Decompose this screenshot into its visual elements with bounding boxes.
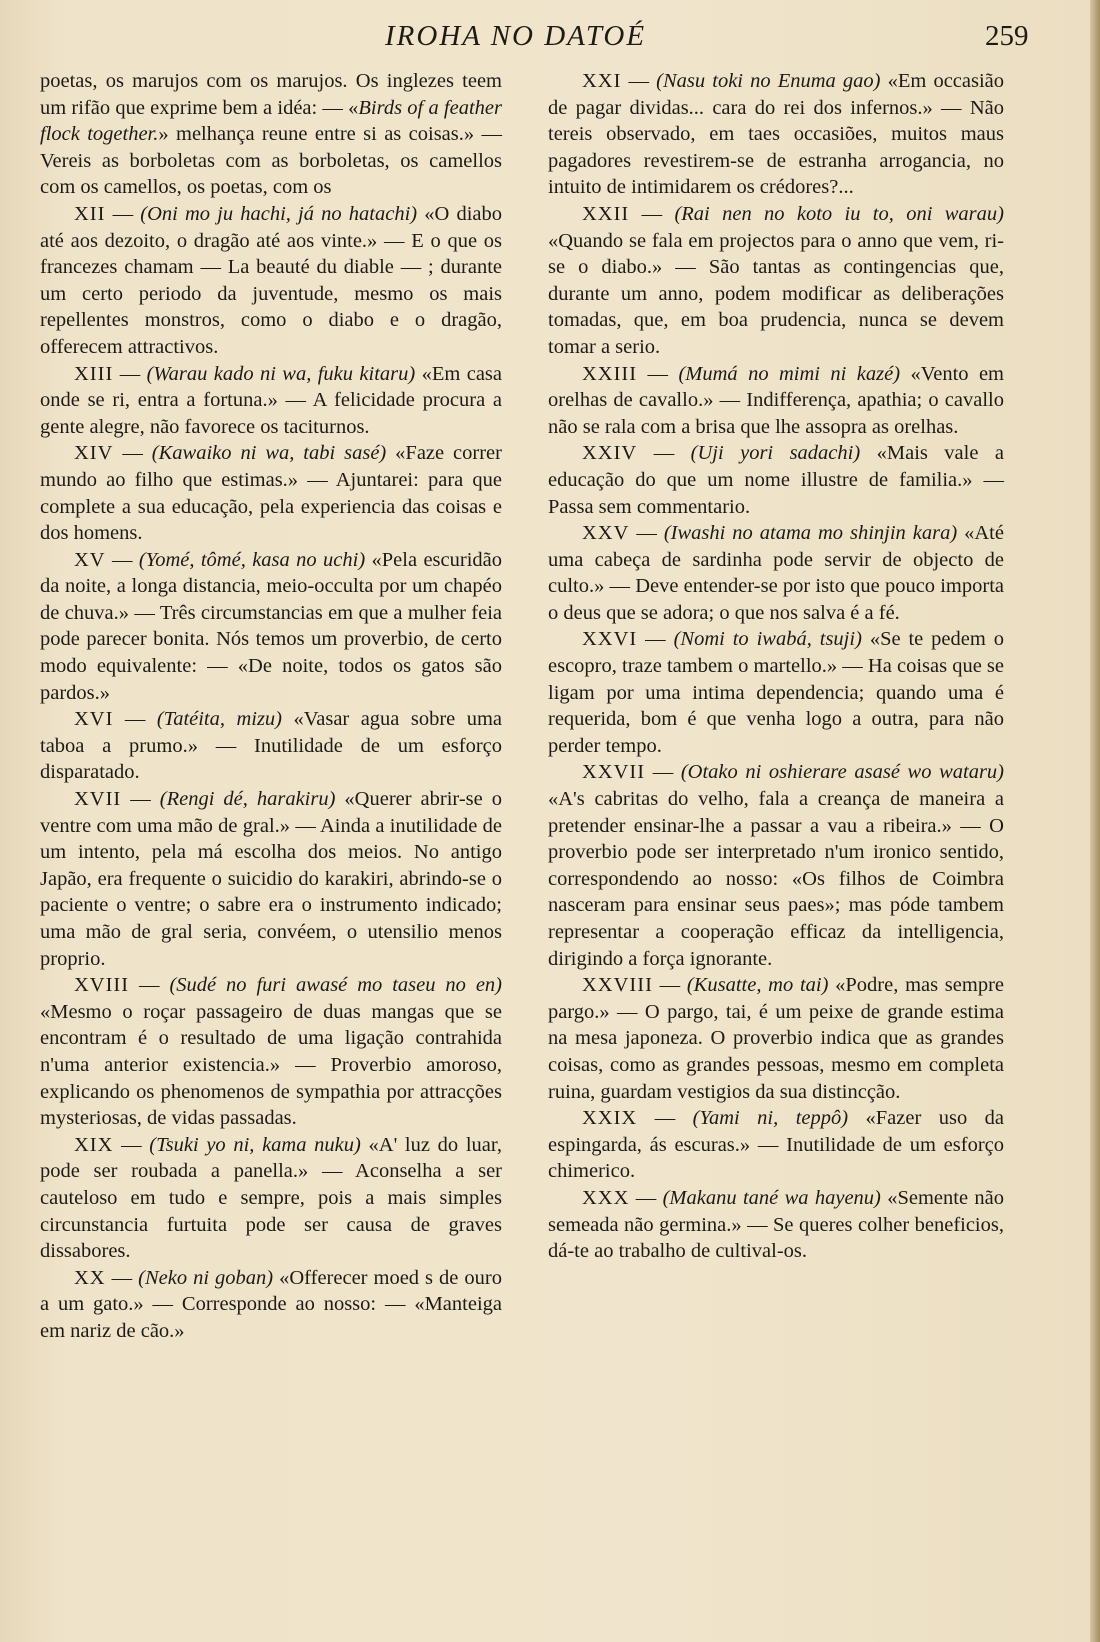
proverb-entry: XVII — (Rengi dé, harakiru) «Querer abrir-se o ventre com uma mão de gral.» — Ainda a inutilidade de um intento, pela má escolha dos meios. No antigo Japão, era frequente o suicidio do karakiri, abrindo-se o paciente o ventre; o sabre era o instrumento indicado; uma mão de gral seria, convéem, o utensilio menos proprio.: [40, 788, 502, 970]
proverb-title: (Tsuki yo ni, kama nuku): [149, 1133, 361, 1156]
proverb-entry: XIII — (Warau kado ni wa, fuku kitaru) «Em casa onde se ri, entra a fortuna.» — A felicidade procura a gente alegre, não favorece os taciturnos.: [40, 362, 502, 438]
page-edge: [1090, 0, 1100, 1642]
entry-number: XXVI: [582, 628, 638, 651]
proverb-title: (Nomi to iwabá, tsuji): [673, 628, 862, 651]
proverb-text: «Vasar agua sobre uma taboa a prumo.» — Inutilidade de um esforço disparatado.: [40, 708, 502, 784]
proverb-entry: XII — (Oni mo ju hachi, já no hatachi) «O diabo até aos dezoito, o dragão até aos vinte.» — E o que os francezes chamam — La beauté du diable — ; durante um certo periodo da juventude, mesmo os mais repellentes monstros, como o diabo e o dragão, offerecem attractivos.: [40, 202, 502, 358]
entry-number: XXII: [582, 202, 630, 225]
proverb-title: (Uji yori sadachi): [690, 442, 861, 465]
entry-number: XXV: [582, 522, 630, 545]
entry-number: XV: [74, 548, 106, 571]
proverb-entry: XV — (Yomé, tômé, kasa no uchi) «Pela escuridão da noite, a longa distancia, meio-occulta por um chapéo de chuva.» — Três circumstancias em que a mulher feia pode parecer bonita. Nós temos um proverbio, de certo modo equivalente: — «De noite, todos os gatos são pardos.»: [40, 548, 502, 704]
entry-number: XXX: [582, 1186, 630, 1209]
entry-number: XII: [74, 202, 106, 225]
proverb-title: (Oni mo ju hachi, já no hatachi): [140, 202, 418, 225]
entry-number: XXIII: [582, 362, 638, 385]
proverb-text: «Até uma cabeça de sardinha pode servir de objecto de culto.» — Deve entender-se por isto que pouco importa o deus que se adora; o que nos salva é a fé.: [548, 522, 1004, 624]
proverb-text: «Se te pedem o escopro, traze tambem o martello.» — Ha coisas que se ligam por uma intima dependencia; quando uma é requerida, bom é que venha logo a outra, para não perder tempo.: [548, 628, 1004, 757]
proverb-text: «Semente não semeada não germina.» — Se queres colher beneficios, dá-te ao trabalho de cultival-os.: [548, 1186, 1004, 1263]
proverb-text: «Mais vale a educação do que um nome illustre de familia.» — Passa sem commentario.: [548, 442, 1004, 518]
proverb-entry: XXVIII — (Kusatte, mo tai) «Podre, mas sempre pargo.» — O pargo, tai, é um peixe de grande estima na mesa japoneza. O proverbio indica que as grandes coisas, como as grandes pessoas, mesmo em completa ruina, guardam vestigios da sua distincção.: [548, 974, 1005, 1103]
proverb-entry: XXIV — (Uji yori sadachi) «Mais vale a educação do que um nome illustre de familia.» — Passa sem commentario.: [548, 442, 1004, 518]
entry-number: XIII: [74, 362, 114, 385]
proverb-title: (Sudé no furi awasé mo taseu no en): [169, 974, 503, 997]
entry-number: XXVIII: [582, 974, 653, 997]
proverb-text: «A's cabritas do velho, fala a creança de maneira a pretender ensinar-lhe a passar a vau a ribeira.» — O proverbio pode ser interpretado n'um ironico sentido, correspondendo ao nosso: «Os filhos de Coimbra nasceram para ensinar seus paes»; mas póde tambem representar a cooperação efficaz da intelligencia, dirigindo a força ignorante.: [548, 788, 1004, 970]
proverb-title: (Nasu toki no Enuma gao): [656, 70, 881, 92]
proverb-text: «Em casa onde se ri, entra a fortuna.» — A felicidade procura a gente alegre, não favorece os taciturnos.: [40, 362, 502, 438]
page-number: 259: [985, 20, 1029, 52]
proverb-title: (Rengi dé, harakiru): [159, 788, 336, 811]
left-column: [40, 68, 502, 1345]
entry-number: XX: [74, 1266, 106, 1289]
proverb-entry: XXVI — (Nomi to iwabá, tsuji) «Se te pedem o escopro, traze tambem o martello.» — Ha coisas que se ligam por uma intima dependencia; quando uma é requerida, bom é que venha logo a outra, para não perder tempo.: [548, 628, 1004, 757]
proverb-title: (Iwashi no atama mo shinjin kara): [663, 522, 958, 545]
proverb-entry: XXII — (Rai nen no koto iu to, oni warau) «Quando se fala em projectos para o anno que vem, ri-se o diabo.» — São tantas as contingencias que, durante um anno, podem modificar as deliberações tomadas, que, em boa prudencia, nunca se devem tomar a serio.: [548, 202, 1004, 358]
entry-number: XXIX: [582, 1107, 638, 1130]
proverb-title: (Mumá no mimi ni kazé): [678, 362, 901, 385]
entry-number: XVIII: [74, 974, 130, 997]
proverb-title: (Neko ni goban): [138, 1266, 274, 1289]
proverb-entry: XX — (Neko ni goban) «Offerecer moed s de ouro a um gato.» — Corresponde ao nosso: — «Manteiga em nariz de cão.»: [40, 1266, 502, 1342]
proverb-title: (Kusatte, mo tai): [686, 974, 829, 997]
right-column: [548, 68, 1004, 1265]
proverb-text: «A' luz do luar, pode ser roubada a panella.» — Aconselha a ser cauteloso em tudo e sempre, pois a mais simples circunstancia furtuita pode ser causa de graves dissabores.: [40, 1133, 502, 1263]
proverb-text: «Em occasião de pagar dividas... cara do rei dos infernos.» — Não tereis observado, em taes occasiões, muitos maus pagadores revestirem-se de estranha arrogancia, no intuito de intimidarem os crédores?...: [548, 70, 1005, 199]
proverb-title: (Yami ni, teppô): [692, 1107, 849, 1130]
proverb-text: «Querer abrir-se o ventre com uma mão de gral.» — Ainda a inutilidade de um intento, pela má escolha dos meios. No antigo Japão, era frequente o suicidio do karakiri, abrindo-se o paciente o ventre; o sabre era o instrumento indicado; uma mão de gral seria, convéem, o utensilio menos proprio.: [40, 788, 502, 970]
paragraph-continuation: poetas, os marujos com os marujos. Os inglezes teem um rifão que exprime bem a idéa: — «Birds of a feather flock together.» melhança reune entre si as coisas.» — Vereis as borboletas com as borboletas, os camellos com os camellos, os poetas, com os: [40, 70, 502, 199]
proverb-title: (Otako ni oshierare asasé wo wataru): [680, 761, 1005, 784]
proverb-text: «Podre, mas sempre pargo.» — O pargo, tai, é um peixe de grande estima na mesa japoneza. O proverbio indica que as grandes coisas, como as grandes pessoas, mesmo em completa ruina, guardam vestigios da sua distincção.: [548, 974, 1005, 1103]
entry-number: XVI: [74, 708, 114, 731]
entry-number: XXIV: [582, 442, 638, 465]
proverb-title: (Makanu tané wa hayenu): [662, 1186, 881, 1209]
entry-number: XVII: [74, 788, 122, 811]
proverb-title: (Yomé, tômé, kasa no uchi): [138, 548, 366, 571]
page-header: [0, 16, 1100, 60]
proverb-entry: XXX — (Makanu tané wa hayenu) «Semente não semeada não germina.» — Se queres colher beneficios, dá-te ao trabalho de cultival-os.: [548, 1186, 1004, 1263]
proverb-text: «Mesmo o roçar passageiro de duas mangas que se encontram é o resultado de uma ligação contrahida n'uma anterior existencia.» — Proverbio amoroso, explicando os phenomenos de sympathia por attracções mysteriosas, de vidas passadas.: [40, 1000, 502, 1130]
entry-number: XXVII: [582, 761, 646, 784]
proverb-title: (Tatéita, mizu): [156, 708, 283, 731]
proverb-text: «Fazer uso da espingarda, ás escuras.» — Inutilidade de um esforço chimerico.: [548, 1107, 1004, 1183]
proverb-text: «O diabo até aos dezoito, o dragão até aos vinte.» — E o que os francezes chamam — La beauté du diable — ; durante um certo periodo da juventude, mesmo os mais repellentes monstros, como o diabo e o dragão, offerecem attractivos.: [40, 202, 502, 358]
proverb-entry: XXIII — (Mumá no mimi ni kazé) «Vento em orelhas de cavallo.» — Indifferença, apathia; o cavallo não se rala com a brisa que lhe assopra as orelhas.: [548, 362, 1004, 438]
proverb-title: (Rai nen no koto iu to, oni warau): [674, 202, 1004, 225]
proverb-text: «Offerecer moed s de ouro a um gato.» — Corresponde ao nosso: — «Manteiga em nariz de cão.»: [40, 1266, 502, 1342]
proverb-entry: XXIX — (Yami ni, teppô) «Fazer uso da espingarda, ás escuras.» — Inutilidade de um esforço chimerico.: [548, 1107, 1004, 1183]
entry-number: XIV: [74, 442, 114, 465]
proverb-entry: XVIII — (Sudé no furi awasé mo taseu no en) «Mesmo o roçar passageiro de duas mangas que se encontram é o resultado de uma ligação contrahida n'uma anterior existencia.» — Proverbio amoroso, explicando os phenomenos de sympathia por attracções mysteriosas, de vidas passadas.: [40, 974, 503, 1130]
proverb-entry: XVI — (Tatéita, mizu) «Vasar agua sobre uma taboa a prumo.» — Inutilidade de um esforço disparatado.: [40, 708, 502, 784]
proverb-entry: XIV — (Kawaiko ni wa, tabi sasé) «Faze correr mundo ao filho que estimas.» — Ajuntarei: para que complete a sua educação, pela experiencia das coisas e dos homens.: [40, 442, 502, 545]
quoted-english-proverb: Birds of a feather flock together.: [40, 96, 502, 146]
proverb-entry: XXV — (Iwashi no atama mo shinjin kara) «Até uma cabeça de sardinha pode servir de objecto de culto.» — Deve entender-se por isto que pouco importa o deus que se adora; o que nos salva é a fé.: [548, 522, 1004, 624]
proverb-text: «Vento em orelhas de cavallo.» — Indifferença, apathia; o cavallo não se rala com a brisa que lhe assopra as orelhas.: [548, 362, 1004, 438]
proverb-entry: XXVII — (Otako ni oshierare asasé wo wataru) «A's cabritas do velho, fala a creança de maneira a pretender ensinar-lhe a passar a vau a ribeira.» — O proverbio pode ser interpretado n'um ironico sentido, correspondendo ao nosso: «Os filhos de Coimbra nasceram para ensinar seus paes»; mas póde tambem representar a cooperação efficaz da intelligencia, dirigindo a força ignorante.: [548, 761, 1005, 970]
entry-number: XXI: [582, 70, 622, 92]
proverb-text: «Quando se fala em projectos para o anno que vem, ri-se o diabo.» — São tantas as contingencias que, durante um anno, podem modificar as deliberações tomadas, que, em boa prudencia, nunca se devem tomar a serio.: [548, 229, 1004, 358]
running-title: IROHA NO DATOÉ: [385, 20, 647, 52]
proverb-title: (Kawaiko ni wa, tabi sasé): [151, 442, 387, 465]
proverb-title: (Warau kado ni wa, fuku kitaru): [146, 362, 416, 385]
proverb-text: «Faze correr mundo ao filho que estimas.» — Ajuntarei: para que complete a sua educação, pela experiencia das coisas e dos homens.: [40, 442, 502, 545]
entry-number: XIX: [74, 1133, 114, 1156]
proverb-entry: XXI — (Nasu toki no Enuma gao) «Em occasião de pagar dividas... cara do rei dos infernos.» — Não tereis observado, em taes occasiões, muitos maus pagadores revestirem-se de estranha arrogancia, no intuito de intimidarem os crédores?...: [548, 70, 1005, 199]
proverb-entry: XIX — (Tsuki yo ni, kama nuku) «A' luz do luar, pode ser roubada a panella.» — Aconselha a ser cauteloso em tudo e sempre, pois a mais simples circunstancia furtuita pode ser causa de graves dissabores.: [40, 1133, 502, 1263]
proverb-text: «Pela escuridão da noite, a longa distancia, meio-occulta por um chapéo de chuva.» — Três circumstancias em que a mulher feia pode parecer bonita. Nós temos um proverbio, de certo modo equivalente: — «De noite, todos os gatos são pardos.»: [40, 548, 502, 704]
